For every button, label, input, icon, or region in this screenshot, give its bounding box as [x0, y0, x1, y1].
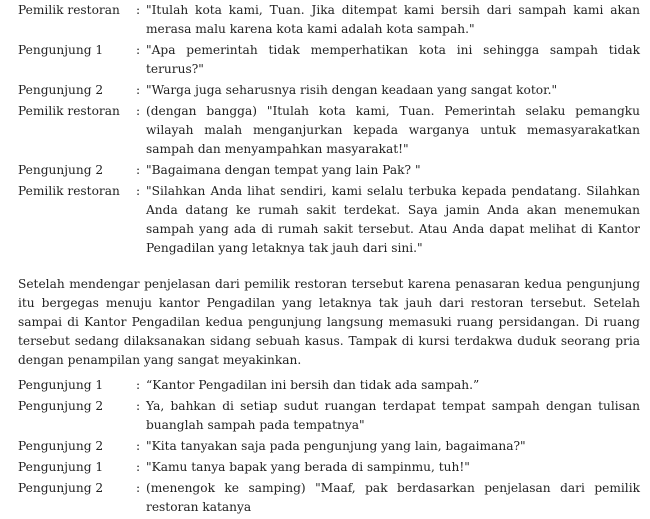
speaker-name: Pemilik restoran [18, 184, 120, 198]
dialogue-text: "Silahkan Anda lihat sendiri, kami selalu terbuka kepada pendatang. Silahkan Anda datang ke rumah sakit terdekat. Saya jamin Anda akan menemukan sampah yang ada di rumah sakit tersebut. Atau Anda dapat melihat di Kantor Pengadilan yang letaknya tak jauh dari sini." [146, 184, 640, 255]
dialogue-text: "Warga juga seharusnya risih dengan keadaan yang sangat kotor." [146, 83, 558, 97]
dialogue-top [18, 1, 640, 258]
dialogue-text: Ya, bahkan di setiap sudut ruangan terdapat tempat sampah dengan tulisan buanglah sampah pada tempatnya" [146, 399, 640, 432]
speaker-colon: : [136, 481, 141, 495]
dialogue-line [18, 479, 640, 517]
speaker-colon: : [136, 83, 141, 97]
dialogue-text: "Kita tanyakan saja pada pengunjung yang lain, bagaimana?" [146, 439, 526, 453]
speaker-name: Pengunjung 1 [18, 378, 104, 392]
dialogue-line [18, 41, 640, 79]
dialogue-text: “Kantor Pengadilan ini bersih dan tidak ada sampah.” [146, 378, 480, 392]
dialogue-text: "Kamu tanya bapak yang berada di sampinmu, tuh!" [146, 460, 470, 474]
document [18, 1, 640, 519]
dialogue-line [18, 81, 640, 100]
dialogue-bottom [18, 376, 640, 517]
speaker-name: Pengunjung 2 [18, 83, 104, 97]
dialogue-text: "Itulah kota kami, Tuan. Jika ditempat kami bersih dari sampah kami akan merasa malu karena kota kami adalah kota sampah." [146, 3, 640, 36]
narration-paragraph: Setelah mendengar penjelasan dari pemilik restoran tersebut karena penasaran kedua pengunjung itu bergegas menuju kantor Pengadilan yang letaknya tak jauh dari restoran tersebut. Setelah sampai di Kantor Pengadilan kedua pengunjung langsung memasuki ruang persidangan. Di ruang tersebut sedang dilaksanakan sidang sebuah kasus. Tampak di kursi terdakwa duduk seorang pria dengan penampilan yang sangat meyakinkan. [18, 277, 640, 367]
speaker-name: Pengunjung 2 [18, 399, 104, 413]
dialogue-text: (dengan bangga) "Itulah kota kami, Tuan. Pemerintah selaku pemangku wilayah malah menganjurkan kepada warganya untuk memasyarakatkan sampah dan menyampahkan masyarakat!" [146, 104, 640, 156]
dialogue-line [18, 458, 640, 477]
dialogue-text: (menengok ke samping) "Maaf, pak berdasarkan penjelasan dari pemilik restoran katanya [146, 481, 640, 514]
dialogue-line [18, 182, 640, 258]
speaker-colon: : [136, 43, 141, 57]
speaker-colon: : [136, 439, 141, 453]
dialogue-line [18, 397, 640, 435]
dialogue-line [18, 102, 640, 159]
speaker-name: Pengunjung 2 [18, 163, 104, 177]
speaker-colon: : [136, 163, 141, 177]
dialogue-text: "Apa pemerintah tidak memperhatikan kota ini sehingga sampah tidak terurus?" [146, 43, 640, 76]
dialogue-line [18, 376, 640, 395]
speaker-colon: : [136, 3, 141, 17]
speaker-colon: : [136, 184, 141, 198]
dialogue-line [18, 161, 640, 180]
speaker-colon: : [136, 399, 141, 413]
dialogue-text: "Bagaimana dengan tempat yang lain Pak? " [146, 163, 421, 177]
speaker-colon: : [136, 460, 141, 474]
speaker-name: Pemilik restoran [18, 104, 120, 118]
speaker-name: Pengunjung 2 [18, 439, 104, 453]
speaker-name: Pengunjung 1 [18, 460, 104, 474]
speaker-colon: : [136, 378, 141, 392]
dialogue-line [18, 437, 640, 456]
speaker-name: Pemilik restoran [18, 3, 120, 17]
speaker-colon: : [136, 104, 141, 118]
dialogue-line [18, 1, 640, 39]
speaker-name: Pengunjung 2 [18, 481, 104, 495]
speaker-name: Pengunjung 1 [18, 43, 104, 57]
